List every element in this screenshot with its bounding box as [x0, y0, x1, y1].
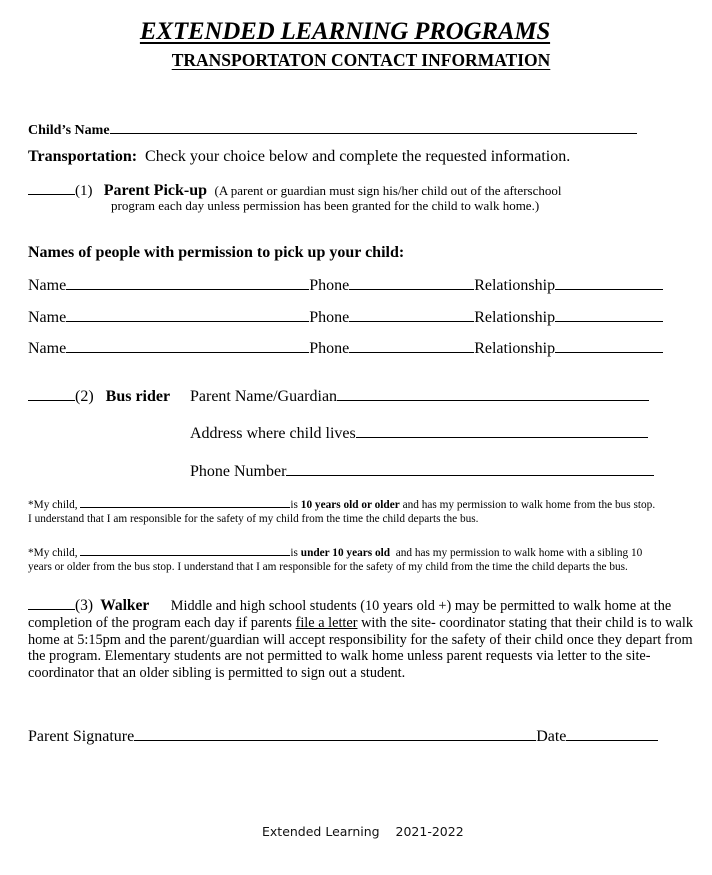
transportation-instruction: Check your choice below and complete the requested information. [145, 148, 571, 165]
page-subtitle: TRANSPORTATON CONTACT INFORMATION [171, 50, 551, 70]
option3-title: Walker [100, 597, 150, 614]
page-title: EXTENDED LEARNING PROGRAMS [139, 18, 551, 45]
pickup-relationship-label: Relationship [474, 277, 556, 294]
transportation-row [28, 148, 570, 166]
pickup-name-label: Name [28, 309, 67, 326]
permission2-line2: years or older from the bus stop. I understand that I am responsible for the safety of my child from the time the child departs the bus. [28, 561, 628, 573]
permission1-rest: and has my permission to walk home from the bus stop. [402, 499, 656, 511]
pickup-relationship-field[interactable] [555, 275, 663, 290]
permission1-is: is [290, 499, 298, 511]
child-name-row [28, 119, 637, 139]
pickup-name-label: Name [28, 340, 67, 357]
bus-address-label: Address where child lives [190, 425, 356, 442]
permission2-bold: under 10 years old [300, 547, 391, 559]
bus-address-field[interactable] [356, 423, 648, 438]
bus-phone-field[interactable] [286, 461, 654, 476]
child-name-label: Child’s Name [28, 123, 110, 138]
option-parent-pickup [28, 180, 561, 200]
pickup-heading: Names of people with permission to pick up your child: [28, 244, 405, 261]
pickup-phone-label: Phone [309, 277, 350, 294]
permission-under-line1 [28, 545, 642, 559]
option-bus-rider [28, 386, 170, 406]
option3-check-field[interactable] [28, 595, 75, 610]
page-footer [262, 824, 464, 839]
option-walker [28, 595, 698, 682]
permission2-child-field[interactable] [80, 545, 290, 556]
pickup-relationship-label: Relationship [474, 340, 556, 357]
bus-parent-label: Parent Name/Guardian [190, 388, 338, 405]
bus-address-row [190, 423, 648, 443]
option1-title: Parent Pick-up [103, 182, 208, 199]
option2-title: Bus rider [105, 388, 171, 405]
bus-phone-label: Phone Number [190, 463, 287, 480]
permission-older-line1 [28, 497, 655, 511]
permission1-prefix: *My child, [28, 499, 78, 511]
pickup-relationship-label: Relationship [474, 309, 556, 326]
signature-row [28, 726, 658, 746]
pickup-phone-field[interactable] [349, 338, 474, 353]
option3-number: (3) [75, 597, 94, 614]
option1-check-field[interactable] [28, 180, 75, 195]
permission2-prefix: *My child, [28, 547, 78, 559]
pickup-phone-label: Phone [309, 340, 350, 357]
bus-phone-row [190, 461, 654, 481]
pickup-name-label: Name [28, 277, 67, 294]
pickup-name-field[interactable] [66, 275, 309, 290]
pickup-relationship-field[interactable] [555, 338, 663, 353]
option3-text2: with the site- coordinator stating that their child is to walk home at 5:15pm and the parent/guardian will accept responsibility for the safety of their child once they depart from the program. Elementary students are not permitted to walk home unless parent requests via letter to the site-coordinator that an older sibling is permitted to sign out a student. [28, 614, 694, 682]
pickup-name-field[interactable] [66, 338, 309, 353]
pickup-name-field[interactable] [66, 307, 309, 322]
pickup-row [28, 275, 663, 295]
permission2-is: is [290, 547, 298, 559]
pickup-phone-label: Phone [309, 309, 350, 326]
option1-number: (1) [75, 183, 93, 199]
transportation-label: Transportation: [28, 148, 138, 165]
option2-check-field[interactable] [28, 386, 75, 401]
pickup-phone-field[interactable] [349, 275, 474, 290]
pickup-row [28, 338, 663, 358]
file-a-letter-link: file a letter [295, 614, 358, 631]
bus-parent-row [190, 386, 649, 406]
permission1-bold: 10 years old or older [300, 499, 400, 511]
date-field[interactable] [566, 726, 658, 741]
permission1-child-field[interactable] [80, 497, 290, 508]
pickup-row [28, 307, 663, 327]
footer-program: Extended Learning [262, 824, 380, 839]
permission2-rest: and has my permission to walk home with a sibling 10 [395, 547, 643, 559]
bus-parent-field[interactable] [337, 386, 649, 401]
pickup-phone-field[interactable] [349, 307, 474, 322]
option2-number: (2) [75, 388, 94, 405]
pickup-relationship-field[interactable] [555, 307, 663, 322]
option1-note-line1: (A parent or guardian must sign his/her child out of the afterschool [214, 183, 562, 198]
option3-text1: Middle and high school students (10 years old +) may be permitted to walk home at the completion of the program each day if parents [28, 598, 672, 631]
signature-label: Parent Signature [28, 728, 135, 745]
permission1-line2: I understand that I am responsible for the safety of my child from the time the child departs the bus. [28, 513, 479, 525]
signature-field[interactable] [134, 726, 536, 741]
option1-note-line2: program each day unless permission has been granted for the child to walk home.) [111, 198, 540, 213]
footer-year: 2021-2022 [395, 824, 464, 839]
child-name-field[interactable] [110, 119, 637, 134]
date-label: Date [536, 728, 567, 745]
